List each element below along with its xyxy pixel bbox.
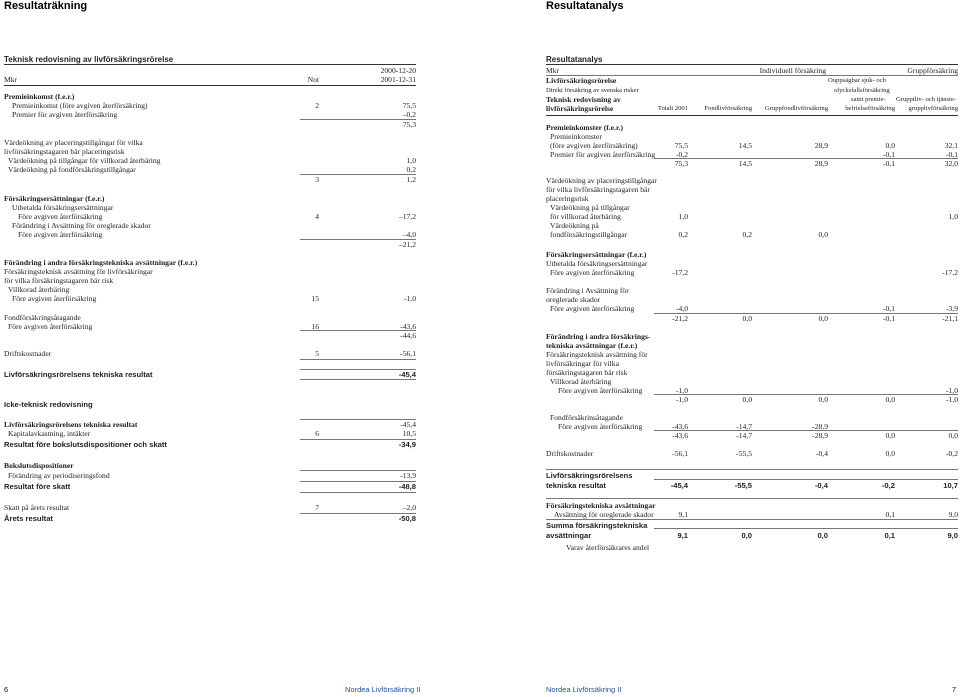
group-header xyxy=(546,66,958,75)
row-value: 9,1 xyxy=(677,531,688,540)
row-value: 0,1 xyxy=(884,531,895,540)
result-analysis-page xyxy=(544,0,960,697)
row-label: tekniska avsättningar (f.e.r.) xyxy=(546,341,638,350)
row-label: (före avgiven återförsäkring) xyxy=(550,141,638,150)
row-label: Förändring i andra försäkringstekniska avsättningar (f.e.r.) xyxy=(4,258,198,267)
row-value: –17,2 xyxy=(398,212,416,221)
table-row xyxy=(4,482,416,491)
row-value: -56,1 xyxy=(400,349,416,358)
row-label: Livförsäkringsrörelsens tekniska resultat xyxy=(4,420,138,429)
table-row xyxy=(546,350,958,359)
table-row xyxy=(546,250,958,259)
head-oupp-1: Ouppsägbar sjuk- och xyxy=(828,77,886,84)
sum-line xyxy=(654,394,958,395)
row-value: -0,2 xyxy=(945,449,958,458)
sum-line xyxy=(654,528,958,529)
table-row xyxy=(4,440,416,449)
table-row xyxy=(4,461,416,470)
note-ref: 2 xyxy=(315,101,319,110)
note-ref: 4 xyxy=(315,212,319,221)
table-row xyxy=(4,194,416,203)
table-row xyxy=(4,294,416,303)
section-title: Teknisk redovisning av livförsäkringsrörelse xyxy=(4,55,174,64)
page-header: Resultaträkning xyxy=(4,0,88,12)
row-value: 9,0 xyxy=(948,510,958,519)
row-value: 0,0 xyxy=(885,431,895,440)
table-row xyxy=(4,221,416,230)
footer-brand: Nordea Livförsäkring II xyxy=(546,685,622,694)
group-group: Gruppförsäkring xyxy=(907,66,958,75)
table-row xyxy=(546,230,958,239)
sum-line xyxy=(654,479,958,480)
sum-line xyxy=(546,519,958,520)
table-row xyxy=(4,110,416,119)
row-label: Livförsäkringsrörelsens xyxy=(546,471,633,480)
head-oupp-4: befrielseförsäkring xyxy=(845,105,895,112)
page-number: 7 xyxy=(952,685,957,694)
row-value: -43,6 xyxy=(672,431,688,440)
footer-brand: Nordea Livförsäkring II xyxy=(345,685,421,694)
row-value: 0,0 xyxy=(885,449,895,458)
sum-line xyxy=(300,419,416,420)
row-label: Före avgiven återförsäkring xyxy=(18,212,103,221)
row-label: Försäkringsteknisk avsättning för livförsäkringar xyxy=(4,267,153,276)
table-row xyxy=(546,449,958,458)
table-row xyxy=(546,359,958,368)
row-label: livförsäkringar för vilka xyxy=(546,359,619,368)
sum-line xyxy=(300,513,416,514)
row-value: -0,4 xyxy=(815,449,828,458)
row-label: fondförsäkringstillgångar xyxy=(550,230,628,239)
sum-line xyxy=(300,379,416,380)
row-value: 10,5 xyxy=(402,429,416,438)
row-label: Före avgiven återförsäkring xyxy=(12,294,97,303)
row-label: Värdeökning av placeringstillgångar för vilka xyxy=(4,138,143,147)
note-ref: 5 xyxy=(315,349,319,358)
sum-line xyxy=(300,470,416,471)
row-label: Före avgiven återförsäkring xyxy=(550,304,635,313)
row-value: 9,1 xyxy=(678,510,688,519)
note-ref: 15 xyxy=(311,294,319,303)
row-label: Bokslutsdispositioner xyxy=(4,461,74,470)
table-row xyxy=(4,203,416,212)
row-value: 0,0 xyxy=(948,431,958,440)
page-header: Resultatanalys xyxy=(546,0,624,12)
sum-line xyxy=(300,359,416,360)
table-row xyxy=(546,368,958,377)
row-value: 14,5 xyxy=(738,159,752,168)
row-label: Driftskostnader xyxy=(4,349,52,358)
col-year-top: 2000-12-20 xyxy=(380,66,416,75)
row-value: -34,9 xyxy=(398,440,416,449)
table-row xyxy=(546,543,958,552)
row-value: -4,0 xyxy=(675,304,688,313)
table-row xyxy=(546,176,958,185)
col-mkr: Mkr xyxy=(546,66,560,75)
row-value: -0,4 xyxy=(814,481,828,490)
table-row xyxy=(546,377,958,386)
col-fond: Fondlivförsäkring xyxy=(704,105,752,112)
sum-line xyxy=(300,481,416,482)
row-label: Fondförsäkringsåtagande xyxy=(4,313,81,322)
row-label: Premieinkomster xyxy=(550,132,602,141)
sum-line xyxy=(300,369,416,370)
column-header xyxy=(546,104,958,113)
row-value: -43,6 xyxy=(672,422,688,431)
divider xyxy=(546,115,958,116)
row-label: oreglerade skador xyxy=(546,295,601,304)
row-label: Villkorad återbäring xyxy=(550,377,612,386)
row-label: Premieinkomst (f.e.r.) xyxy=(4,92,75,101)
row-value: 0,0 xyxy=(742,314,752,323)
row-value: 0,0 xyxy=(818,314,828,323)
row-label: Icke-teknisk redovisning xyxy=(4,400,93,409)
table-row xyxy=(546,203,958,212)
row-value: 1,0 xyxy=(678,212,688,221)
row-value: -1,0 xyxy=(403,294,416,303)
table-row xyxy=(4,471,416,480)
row-value: 10,7 xyxy=(943,481,958,490)
sum-line xyxy=(654,313,958,314)
table-row xyxy=(4,429,416,438)
table-row xyxy=(4,514,416,523)
income-statement-page xyxy=(0,0,470,697)
row-value: 75,5 xyxy=(674,141,688,150)
row-value: –2,0 xyxy=(402,503,416,512)
head-oupp-2: olycksfallsförsäkring xyxy=(834,87,890,94)
row-value: -28,9 xyxy=(812,431,828,440)
row-value: -0,2 xyxy=(675,150,688,159)
divider xyxy=(4,64,416,65)
sum-line xyxy=(300,174,416,175)
sum-line xyxy=(300,439,416,440)
row-value: -0,1 xyxy=(882,314,895,323)
table-row xyxy=(546,332,958,341)
col-year-bottom: 2001-12-31 xyxy=(380,75,416,84)
table-row xyxy=(4,92,416,101)
table-row xyxy=(546,295,958,304)
row-value: -13,9 xyxy=(400,471,416,480)
row-value: 1,0 xyxy=(406,156,416,165)
row-value: 75,3 xyxy=(402,120,416,129)
table-row xyxy=(546,123,958,132)
row-label: för villkorad återbäring xyxy=(550,212,621,221)
row-label: Livförsäkringsrörelsens tekniska resultat xyxy=(4,370,153,379)
row-value: -1,0 xyxy=(945,386,958,395)
row-value: 32,1 xyxy=(944,141,958,150)
row-value: -45,4 xyxy=(670,481,688,490)
row-label: Förändring i Avsättning för xyxy=(546,286,629,295)
row-label: Före avgiven återförsäkring xyxy=(18,230,103,239)
row-value: -0,1 xyxy=(882,304,895,313)
sum-line xyxy=(300,239,416,240)
row-value: -17,2 xyxy=(942,268,958,277)
row-label: Försäkringsersättningar (f.e.r.) xyxy=(546,250,647,259)
head-oupp-3: samt premie- xyxy=(851,96,886,103)
table-row xyxy=(4,331,416,340)
table-row xyxy=(4,276,416,285)
row-label: Driftskostnader xyxy=(546,449,594,458)
row-label: Värdeökning av placeringstillgångar xyxy=(546,176,657,185)
table-row xyxy=(4,175,416,184)
divider xyxy=(546,64,958,65)
row-label: Premier för avgiven återförsäkring xyxy=(550,150,656,159)
row-value: 32,0 xyxy=(944,159,958,168)
row-label: Värdeökning på fondförsäkringstillgångar xyxy=(8,165,136,174)
row-label: Utbetalda försäkringsersättningar xyxy=(546,259,648,268)
row-label: Skatt på årets resultat xyxy=(4,503,70,512)
table-row xyxy=(4,240,416,249)
row-label: Resultat före skatt xyxy=(4,482,71,491)
row-value: 75,3 xyxy=(674,159,688,168)
table-row xyxy=(546,194,958,203)
head-grupp-1: Grupptliv- och tjänste- xyxy=(896,96,957,103)
note-ref: 6 xyxy=(315,429,319,438)
row-value: 0,2 xyxy=(678,230,688,239)
row-value: 1,2 xyxy=(406,175,416,184)
table-row xyxy=(546,395,958,404)
row-label: Före avgiven återförsäkring xyxy=(550,268,635,277)
table-row xyxy=(546,510,958,519)
head-grupp-2: grupplivförsäkring xyxy=(908,105,958,112)
row-label: Utbetalda försäkringsersättningar xyxy=(12,203,114,212)
row-value: 0,2 xyxy=(742,230,752,239)
row-label: för vilka försäkringstagaren bär risk xyxy=(4,276,114,285)
table-row xyxy=(4,165,416,174)
sum-line xyxy=(300,330,416,331)
row-value: -17,2 xyxy=(672,268,688,277)
row-value: 0,0 xyxy=(818,395,828,404)
sum-line xyxy=(546,469,958,470)
table-row xyxy=(4,370,416,379)
row-label: livförsäkringstagaren bär placeringsrisk xyxy=(4,147,125,156)
table-row xyxy=(4,156,416,165)
row-label: Kapitalavkastning, intäkter xyxy=(8,429,91,438)
year-header-top xyxy=(0,66,416,75)
row-value: 28,9 xyxy=(814,159,828,168)
row-value: -0,1 xyxy=(882,150,895,159)
table-row xyxy=(4,420,416,429)
row-label: Förändring i andra försäkrings- xyxy=(546,332,651,341)
row-label: försäkringstagaren bär risk xyxy=(546,368,628,377)
row-value: -45,4 xyxy=(400,420,416,429)
row-label: Försäkringsersättningar (f.e.r.) xyxy=(4,194,105,203)
row-label: Före avgiven återförsäkring xyxy=(8,322,93,331)
row-value: -45,4 xyxy=(398,370,416,379)
table-row xyxy=(546,212,958,221)
table-row xyxy=(4,400,416,409)
row-value: 0,0 xyxy=(742,395,752,404)
row-label: Försäkringstekniska avsättningar xyxy=(546,501,656,510)
row-value: -0,1 xyxy=(882,159,895,168)
row-value: –0,2 xyxy=(402,110,416,119)
row-label: Värdeökning på tillgångar för villkorad återbäring xyxy=(8,156,161,165)
table-row xyxy=(546,268,958,277)
row-label: Försäkringsteknisk avsättning för xyxy=(546,350,648,359)
table-row xyxy=(546,159,958,168)
row-value: -1,0 xyxy=(675,386,688,395)
row-value: 0,1 xyxy=(885,510,895,519)
row-label: Premier för avgiven återförsäkring xyxy=(12,110,118,119)
row-value: -3,9 xyxy=(945,304,958,313)
note-ref: 7 xyxy=(315,503,319,512)
table-row xyxy=(4,258,416,267)
row-value: 75,5 xyxy=(402,101,416,110)
row-label: Förändring av periodiseringsfond xyxy=(8,471,110,480)
table-row xyxy=(4,503,416,512)
head-line-2: Direkt försäkring av svenska risker xyxy=(546,87,639,94)
table-row xyxy=(546,286,958,295)
row-label: Årets resultat xyxy=(4,514,53,523)
table-row xyxy=(4,267,416,276)
sum-line xyxy=(546,498,958,499)
table-row xyxy=(4,285,416,294)
row-value: -0,1 xyxy=(945,150,958,159)
table-row xyxy=(546,304,958,313)
table-row xyxy=(4,349,416,358)
table-row xyxy=(546,481,958,490)
table-row xyxy=(4,120,416,129)
divider xyxy=(4,85,416,86)
note-ref: 3 xyxy=(315,175,319,184)
row-value: -0,2 xyxy=(881,481,895,490)
section-title: Resultatanalys xyxy=(546,55,603,64)
row-value: 28,9 xyxy=(814,141,828,150)
row-label: Varav återförsäkrares andel xyxy=(566,543,650,552)
col-not: Not xyxy=(307,75,319,84)
row-value: 0,0 xyxy=(818,230,828,239)
row-value: 0,0 xyxy=(817,531,828,540)
row-value: -43,6 xyxy=(400,322,416,331)
row-value: 0,0 xyxy=(741,531,752,540)
row-label: Före avgiven återförsäkring xyxy=(558,422,643,431)
table-row xyxy=(4,101,416,110)
row-label: Summa försäkringstekniska xyxy=(546,521,648,530)
row-value: 1,0 xyxy=(948,212,958,221)
row-label: Värdeökning på tillgångar xyxy=(550,203,630,212)
row-value: 9,0 xyxy=(947,531,958,540)
row-label: Förändring i Avsättning för oreglerade skador xyxy=(12,221,151,230)
table-row xyxy=(4,212,416,221)
row-value: 0,0 xyxy=(885,395,895,404)
head-line-4: livförsäkringsrörelse xyxy=(546,104,614,113)
table-row xyxy=(546,431,958,440)
row-label: för vilka livförsäkringstagaren bär xyxy=(546,185,650,194)
row-label: tekniska resultat xyxy=(546,481,606,490)
col-gfond: Gruppfondlivförsäkring xyxy=(765,105,828,112)
table-row xyxy=(4,313,416,322)
row-value: -28,9 xyxy=(812,422,828,431)
col-mkr: Mkr xyxy=(4,75,18,84)
row-value: -55,5 xyxy=(734,481,752,490)
row-label: Villkorad återbäring xyxy=(8,285,70,294)
row-label: Avsättning för oreglerade skador xyxy=(554,510,654,519)
row-value: 14,5 xyxy=(738,141,752,150)
row-label: avsättningar xyxy=(546,531,592,540)
row-label: Fondförsäkrinsåtagande xyxy=(550,413,623,422)
row-value: -55,5 xyxy=(736,449,752,458)
row-value: -50,8 xyxy=(398,514,416,523)
row-value: -21,2 xyxy=(672,314,688,323)
row-label: Resultat före bokslutsdispositioner och skatt xyxy=(4,440,167,449)
table-row xyxy=(546,501,958,510)
column-header xyxy=(4,75,416,84)
table-row xyxy=(546,132,958,141)
sum-line xyxy=(300,492,416,493)
row-label: Premieinkomst (före avgiven återförsäkring) xyxy=(12,101,148,110)
row-label: placeringsrisk xyxy=(546,194,589,203)
head-line-3: Teknisk redovisning av xyxy=(546,95,621,104)
table-row xyxy=(546,531,958,540)
row-value: 0,2 xyxy=(406,165,416,174)
table-row xyxy=(4,230,416,239)
row-label: Värdeökning på xyxy=(550,221,599,230)
row-value: -48,8 xyxy=(398,482,416,491)
head-line-1: Livförsäkringsrörelse xyxy=(546,76,617,85)
row-value: -14,7 xyxy=(736,431,752,440)
sum-line xyxy=(654,158,958,159)
row-value: –4,0 xyxy=(402,230,416,239)
row-value: -21,1 xyxy=(942,314,958,323)
row-value: 0,0 xyxy=(885,141,895,150)
table-row xyxy=(546,314,958,323)
page-number: 6 xyxy=(4,685,9,694)
table-row xyxy=(546,341,958,350)
row-value: -1,0 xyxy=(675,395,688,404)
row-value: -56,1 xyxy=(672,449,688,458)
note-ref: 16 xyxy=(311,322,319,331)
table-row xyxy=(546,221,958,230)
group-individual: Individuell försäkring xyxy=(759,66,826,75)
row-label: Före avgiven återförsäkring xyxy=(558,386,643,395)
table-row xyxy=(546,413,958,422)
table-row xyxy=(4,138,416,147)
sum-line xyxy=(300,119,416,120)
row-value: -14,7 xyxy=(736,422,752,431)
table-row xyxy=(4,147,416,156)
col-total: Totalt 2001 xyxy=(657,105,688,112)
table-row xyxy=(546,259,958,268)
row-value: –21,2 xyxy=(398,240,416,249)
row-value: -44,6 xyxy=(400,331,416,340)
row-label: Premieinkomster (f.e.r.) xyxy=(546,123,624,132)
sum-line xyxy=(654,430,958,431)
row-value: -1,0 xyxy=(945,395,958,404)
table-row xyxy=(546,141,958,150)
table-row xyxy=(546,185,958,194)
